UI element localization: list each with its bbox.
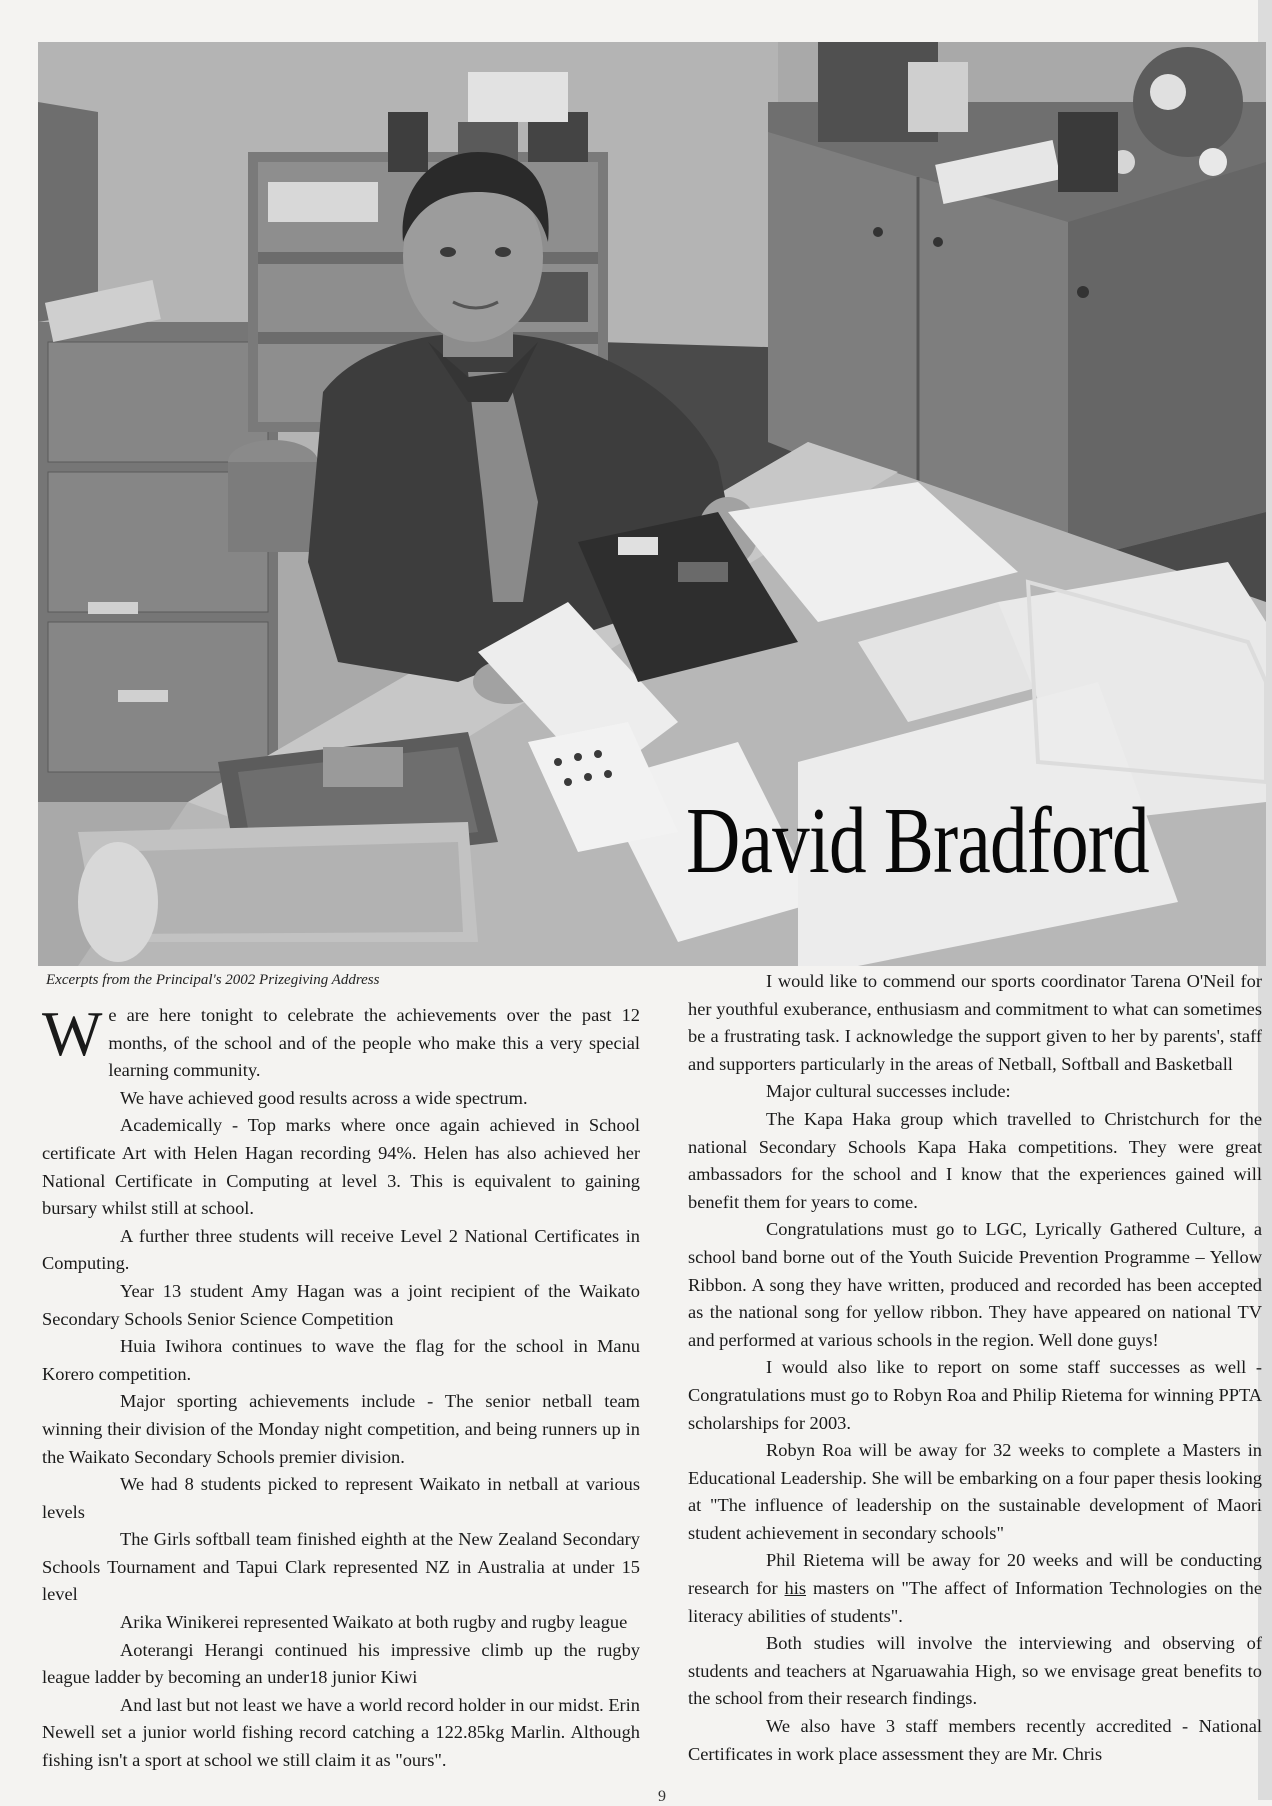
article-paragraph: Phil Rietema will be away for 20 weeks and will be conducting research for his masters on "The affect of Information Technologies on the literacy abilities of students". (688, 1550, 1262, 1626)
article-paragraph: Academically - Top marks where once again achieved in School certificate Art with Helen Hagan recording 94%. Helen has also achieved her National Certificate in Computing at level 3. This is equivalent to gaining bursary whilst still at school. (42, 1115, 640, 1219)
article-paragraph: Major cultural successes include: (766, 1081, 1011, 1102)
photo-title: David Bradford (686, 789, 1149, 893)
article-paragraph: Aoterangi Herangi continued his impressive climb up the rugby league ladder by becoming an under18 junior Kiwi (42, 1639, 640, 1688)
photo-caption: Excerpts from the Principal's 2002 Prizegiving Address (46, 972, 380, 988)
article-paragraph: The Kapa Haka group which travelled to Christchurch for the national Secondary Schools Kapa Haka competitions. They were great ambassadors for the school and I know that the experiences gained will benefit them for years to come. (688, 1108, 1262, 1212)
article-paragraph: A further three students will receive Level 2 National Certificates in Computing. (42, 1225, 640, 1274)
article-paragraph: We have achieved good results across a wide spectrum. (120, 1087, 528, 1108)
article-paragraph: Both studies will involve the interviewing and observing of students and teachers at Ngaruawahia High, so we envisage great benefits to the school from their research findings. (688, 1633, 1262, 1709)
drop-cap: W (42, 998, 103, 1069)
article-paragraph: I would also like to report on some staff successes as well - Congratulations must go to Robyn Roa and Philip Rietema for winning PPTA scholarships for 2003. (688, 1357, 1262, 1433)
article-paragraph: Year 13 student Amy Hagan was a joint recipient of the Waikato Secondary Schools Senior Science Competition (42, 1280, 640, 1329)
page-number: 9 (658, 1788, 666, 1805)
article-paragraph: We had 8 students picked to represent Waikato in netball at various levels (42, 1474, 640, 1522)
article-paragraph: Major sporting achievements include - The senior netball team winning their division of the Monday night competition, and being runners up in the Waikato Secondary Schools premier division. (42, 1391, 640, 1467)
article-paragraph: Arika Winikerei represented Waikato at both rugby and rugby league (120, 1612, 628, 1633)
article-paragraph: Huia Iwihora continues to wave the flag for the school in Manu Korero competition. (42, 1336, 640, 1384)
article-paragraph: Robyn Roa will be away for 32 weeks to complete a Masters in Educational Leadership. She will be embarking on a four paper thesis looking at "The influence of leadership on the sustainable development of Maori student achievement in secondary schools" (688, 1440, 1262, 1543)
article-paragraph: We are here tonight to celebrate the achievements over the past 12 months, of the school and of the people who make this a very special learning community. (42, 998, 640, 1081)
article-paragraph: Congratulations must go to LGC, Lyrically Gathered Culture, a school band borne out of the Youth Suicide Prevention Programme – Yellow Ribbon. A song they have written, produced and recorded has been accepted as the national song for yellow ribbon. They have appeared on national TV and performed at various schools in the region. Well done guys! (688, 1219, 1262, 1350)
article-paragraph: And last but not least we have a world record holder in our midst. Erin Newell set a junior world fishing record catching a 122.85kg Marlin. Although fishing isn't a sport at school we still claim it as "ours". (42, 1694, 640, 1771)
article-paragraph: I would like to commend our sports coordinator Tarena O'Neil for her youthful exuberance, enthusiasm and commitment to what can sometimes be a frustrating task. I acknowledge the support given to her by parents', staff and supporters particularly in the areas of Netball, Softball and Basketball (688, 971, 1262, 1074)
principal-photo (38, 42, 1266, 966)
article-paragraph: The Girls softball team finished eighth at the New Zealand Secondary Schools Tournament and Tapui Clark represented NZ in Australia at under 15 level (42, 1529, 640, 1605)
underlined-word: his (784, 1578, 807, 1599)
article-left-column (42, 998, 640, 1775)
article-right-column (688, 968, 1262, 1768)
article-paragraph: We also have 3 staff members recently accredited - National Certificates in work place assessment they are Mr. Chris (688, 1716, 1262, 1764)
